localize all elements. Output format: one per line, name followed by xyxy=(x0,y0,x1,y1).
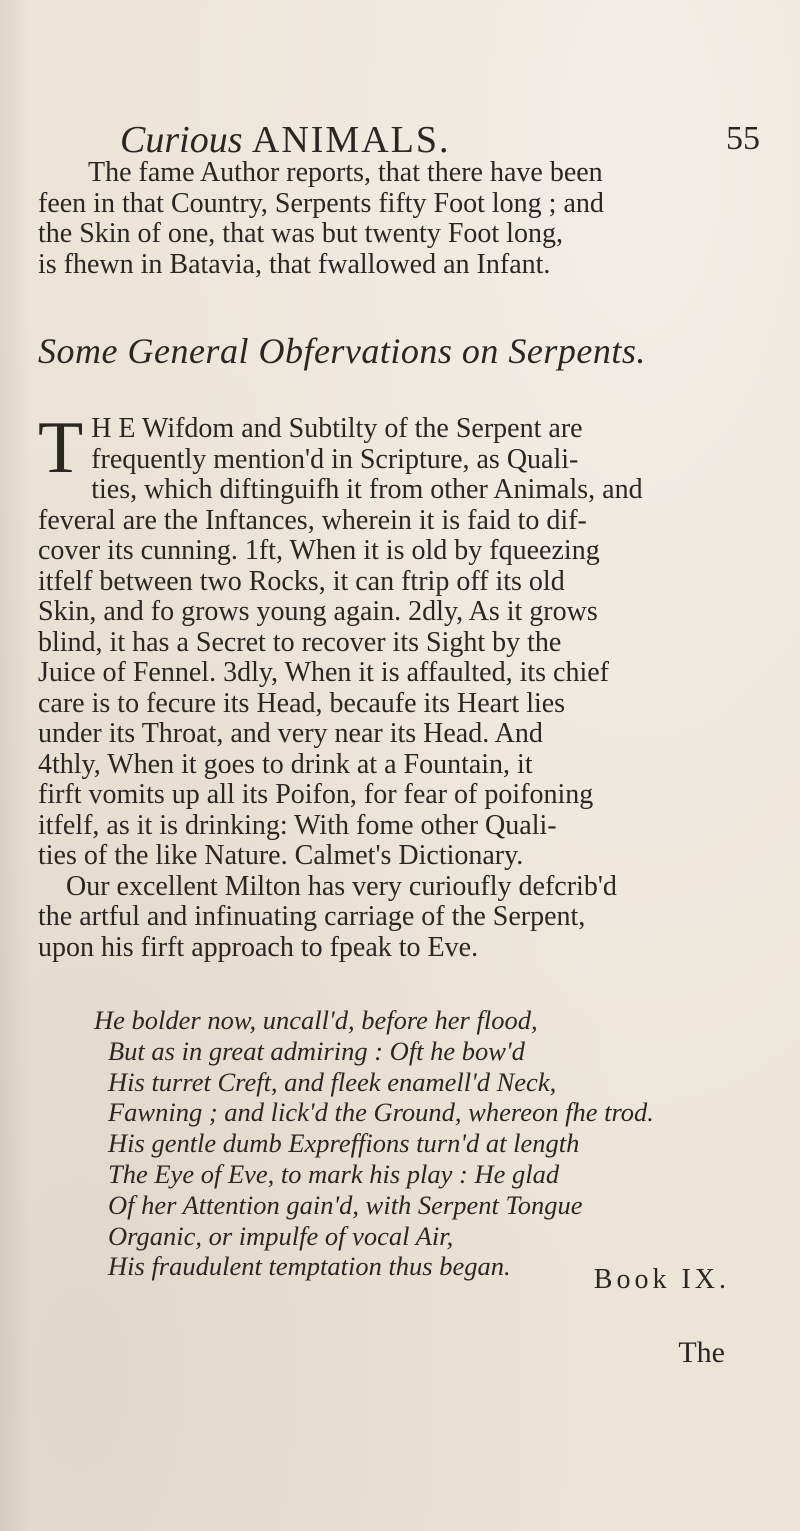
text-line: under its Throat, and very near its Head. And xyxy=(38,718,543,749)
quote-line: Organic, or impulfe of vocal Air, xyxy=(108,1220,454,1251)
text-line: frequently mention'd in Scripture, as Quali- xyxy=(91,443,579,475)
text-line: Juice of Fennel. 3dly, When it is affaulted, its chief xyxy=(38,657,610,688)
running-title-caps: ANIMALS. xyxy=(251,119,451,161)
quote-line: He bolder now, uncall'd, before her flood, xyxy=(94,1005,538,1035)
text-line: itfelf, as it is drinking: With fome other Quali- xyxy=(38,809,557,841)
book-reference: Book IX. xyxy=(593,1264,730,1295)
quote-line: His fraudulent temptation thus began. xyxy=(108,1251,511,1282)
text-line: firft vomits up all its Poifon, for fear of poifoning xyxy=(38,779,594,810)
page-number: 55 xyxy=(726,120,760,157)
text-line: ties of the like Nature. Calmet's Dictionary. xyxy=(38,840,524,871)
text-line: upon his firft approach to fpeak to Eve. xyxy=(38,931,479,963)
quote-line: His gentle dumb Expreffions turn'd at length xyxy=(108,1128,580,1159)
running-title-italic: Curious xyxy=(120,119,243,161)
text-line: the artful and infinuating carriage of the Serpent, xyxy=(38,901,586,932)
text-line: Skin, and fo grows young again. 2dly, As it grows xyxy=(38,596,598,627)
text-line: itfelf between two Rocks, it can ftrip off its old xyxy=(38,565,565,597)
text-line: H E Wifdom and Subtilty of the Serpent are xyxy=(91,413,583,444)
text-line: cover its cunning. 1ft, When it is old by fqueezing xyxy=(38,535,600,566)
milton-quotation xyxy=(94,1005,748,1282)
text-line: is fhewn in Batavia, that fwallowed an Infant. xyxy=(38,248,551,280)
opening-paragraph xyxy=(38,158,768,280)
quote-line: Of her Attention gain'd, with Serpent Tongue xyxy=(108,1189,583,1220)
text-line: Our excellent Milton has very curioufly defcrib'd xyxy=(66,870,617,902)
drop-cap: T xyxy=(38,407,84,489)
page-edge-shadow xyxy=(0,0,30,1531)
text-line: 4thly, When it goes to drink at a Fountain, it xyxy=(38,748,533,780)
text-line: feveral are the Inftances, wherein it is faid to dif- xyxy=(38,504,587,536)
catchword: The xyxy=(678,1336,725,1369)
section-heading: Some General Obfervations on Serpents. xyxy=(38,331,646,371)
quote-line: The Eye of Eve, to mark his play : He glad xyxy=(108,1158,560,1189)
text-line: The fame Author reports, that there have been xyxy=(88,157,603,188)
body-paragraph xyxy=(38,407,768,963)
quote-line: His turret Creft, and fleek enamell'd Neck, xyxy=(108,1066,557,1097)
text-line: care is to fecure its Head, becaufe its Heart lies xyxy=(38,687,566,719)
text-line: blind, it has a Secret to recover its Sight by the xyxy=(38,626,562,658)
text-line: feen in that Country, Serpents fifty Foot long ; and xyxy=(38,187,604,219)
quote-line: But as in great admiring : Oft he bow'd xyxy=(108,1035,525,1066)
running-title xyxy=(120,118,451,162)
quote-line: Fawning ; and lick'd the Ground, whereon fhe trod. xyxy=(108,1097,654,1128)
text-line: ties, which diftinguifh it from other Animals, and xyxy=(91,474,643,505)
text-line: the Skin of one, that was but twenty Foot long, xyxy=(38,218,563,249)
